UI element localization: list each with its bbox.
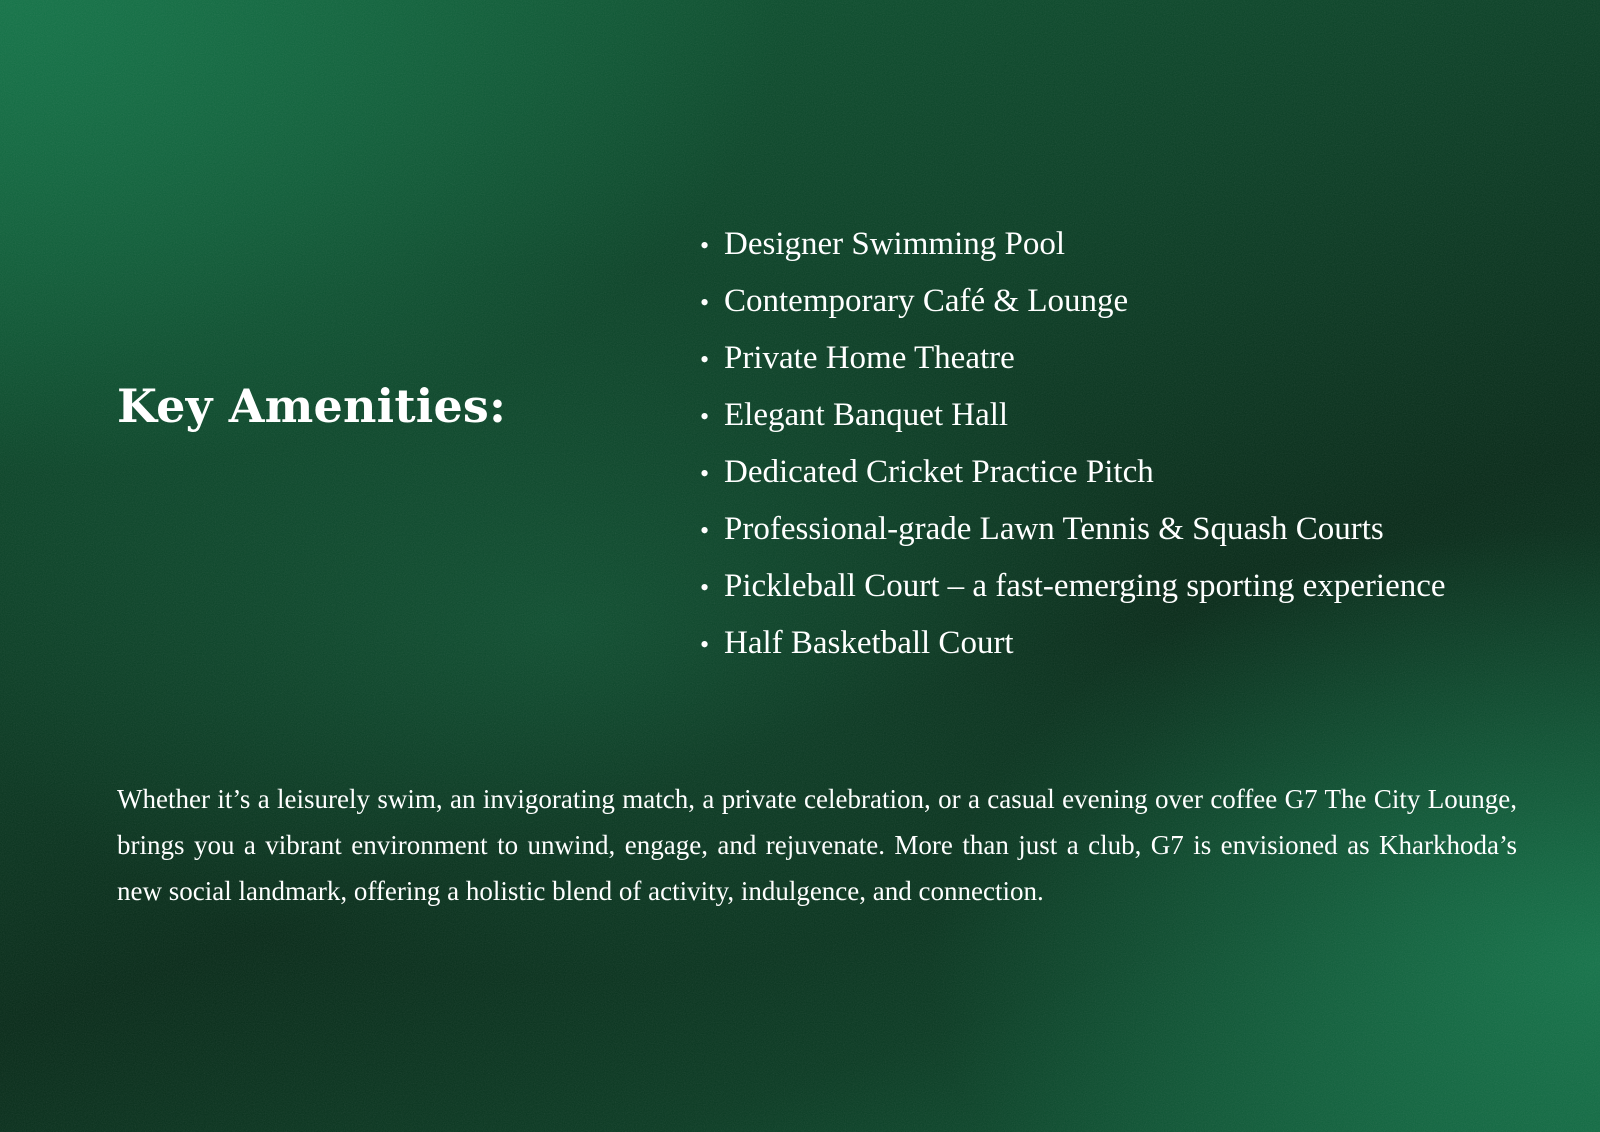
amenity-item [700, 397, 1446, 454]
amenity-item [700, 340, 1446, 397]
amenity-item [700, 226, 1446, 283]
section-heading: Key Amenities: [117, 379, 507, 433]
amenity-label: Professional-grade Lawn Tennis & Squash Courts [724, 511, 1384, 547]
bullet-icon: • [700, 345, 710, 374]
amenity-item [700, 511, 1446, 568]
bullet-icon: • [700, 231, 710, 260]
bullet-icon: • [700, 402, 710, 431]
bullet-icon: • [700, 630, 710, 659]
bullet-icon: • [700, 459, 710, 488]
amenity-label: Private Home Theatre [724, 340, 1015, 376]
amenity-label: Pickleball Court – a fast-emerging sporting experience [724, 568, 1446, 604]
amenity-label: Designer Swimming Pool [724, 226, 1066, 262]
amenity-item [700, 568, 1446, 625]
bullet-icon: • [700, 573, 710, 602]
amenity-label: Half Basketball Court [724, 625, 1014, 661]
bullet-icon: • [700, 288, 710, 317]
description-paragraph: Whether it’s a leisurely swim, an invigorating match, a private celebration, or a casual evening over coffee G7 The City Lounge, brings you a vibrant environment to unwind, engage, and rejuvenate. More than just a club, G7 is envisioned as Kharkhoda’s new social landmark, offering a holistic blend of activity, indulgence, and connection. [117, 784, 1517, 906]
bullet-icon: • [700, 516, 710, 545]
amenity-item [700, 454, 1446, 511]
amenities-list [700, 226, 1446, 682]
amenity-item [700, 283, 1446, 340]
amenity-label: Contemporary Café & Lounge [724, 283, 1129, 319]
amenity-label: Elegant Banquet Hall [724, 397, 1009, 433]
amenity-label: Dedicated Cricket Practice Pitch [724, 454, 1154, 490]
amenity-item [700, 625, 1446, 682]
